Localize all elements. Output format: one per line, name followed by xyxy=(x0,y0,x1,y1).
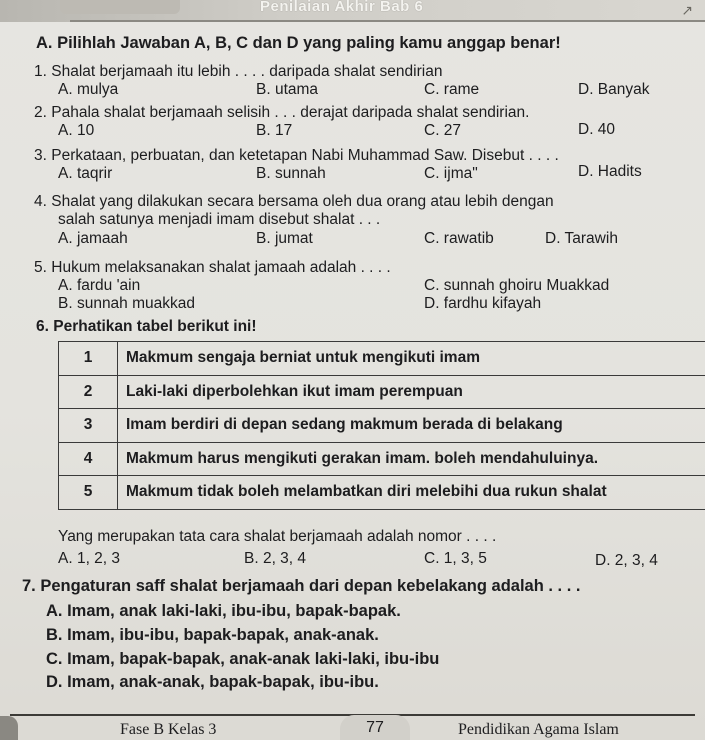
question-2-text: 2. Pahala shalat berjamaah selisih . . . derajat daripada shalat sendirian. xyxy=(34,104,530,121)
q1-option-a[interactable]: A. mulya xyxy=(58,81,119,98)
q5-option-c[interactable]: C. sunnah ghoiru Muakkad xyxy=(424,277,610,294)
q5-option-d[interactable]: D. fardhu kifayah xyxy=(424,295,542,312)
header-ribbon xyxy=(60,0,180,14)
q1-option-b[interactable]: B. utama xyxy=(256,81,319,98)
row-number: 1 xyxy=(59,342,118,376)
row-number: 3 xyxy=(59,409,118,443)
q5-option-a[interactable]: A. fardu 'ain xyxy=(58,277,141,294)
footer-corner-shape xyxy=(0,716,18,740)
rules-table xyxy=(58,341,705,510)
q4-option-d[interactable]: D. Tarawih xyxy=(545,230,618,247)
question-1-text: 1. Shalat berjamaah itu lebih . . . . daripada shalat sendirian xyxy=(34,63,443,80)
table-row xyxy=(59,476,705,510)
question-5-text: 5. Hukum melaksanakan shalat jamaah adalah . . . . xyxy=(34,259,391,276)
row-text: Makmum harus mengikuti gerakan imam. boleh mendahuluinya. xyxy=(118,442,705,476)
row-text: Makmum tidak boleh melambatkan diri melebihi dua rukun shalat xyxy=(118,476,705,510)
q6-option-a[interactable]: A. 1, 2, 3 xyxy=(58,550,121,567)
question-3-text: 3. Perkataan, perbuatan, dan ketetapan Nabi Muhammad Saw. Disebut . . . . xyxy=(34,147,559,164)
chapter-label: Penilaian Akhir Bab 6 xyxy=(260,0,424,15)
q3-option-d[interactable]: D. Hadits xyxy=(578,163,642,180)
q6-option-c[interactable]: C. 1, 3, 5 xyxy=(424,550,487,567)
question-6-followup: Yang merupakan tata cara shalat berjamaah adalah nomor . . . . xyxy=(58,528,497,545)
q7-option-b[interactable]: B. Imam, ibu-ibu, bapak-bapak, anak-anak. xyxy=(46,626,379,644)
row-text: Makmum sengaja berniat untuk mengikuti imam xyxy=(118,342,705,376)
page-footer xyxy=(0,714,705,740)
q6-option-d[interactable]: D. 2, 3, 4 xyxy=(595,552,658,569)
question-6-text: 6. Perhatikan tabel berikut ini! xyxy=(36,318,257,335)
q2-option-a[interactable]: A. 10 xyxy=(58,122,95,139)
question-4-text-line2: salah satunya menjadi imam disebut shalat . . . xyxy=(58,211,381,228)
q3-option-c[interactable]: C. ijma" xyxy=(424,165,478,182)
q4-option-c[interactable]: C. rawatib xyxy=(424,230,494,247)
q1-option-c[interactable]: C. rame xyxy=(424,81,480,98)
row-text: Imam berdiri di depan sedang makmum berada di belakang xyxy=(118,409,705,443)
q5-option-b[interactable]: B. sunnah muakkad xyxy=(58,295,196,312)
row-text: Laki-laki diperbolehkan ikut imam perempuan xyxy=(118,375,705,409)
q2-option-d[interactable]: D. 40 xyxy=(578,121,616,138)
q4-option-b[interactable]: B. jumat xyxy=(256,230,313,247)
table-row xyxy=(59,342,705,376)
q3-option-a[interactable]: A. taqrir xyxy=(58,165,113,182)
q6-option-b[interactable]: B. 2, 3, 4 xyxy=(244,550,307,567)
table-row xyxy=(59,375,705,409)
q3-option-b[interactable]: B. sunnah xyxy=(256,165,326,182)
q1-option-d[interactable]: D. Banyak xyxy=(578,81,650,98)
footer-grade-label: Fase B Kelas 3 xyxy=(120,721,217,738)
table-row xyxy=(59,409,705,443)
question-7-text: 7. Pengaturan saff shalat berjamaah dari depan kebelakang adalah . . . . xyxy=(22,577,581,595)
header-divider xyxy=(70,20,705,22)
row-number: 5 xyxy=(59,476,118,510)
chapter-header-bar xyxy=(0,0,705,22)
q7-option-a[interactable]: A. Imam, anak laki-laki, ibu-ibu, bapak-bapak. xyxy=(46,602,401,620)
footer-subject-label: Pendidikan Agama Islam xyxy=(458,721,619,738)
q2-option-b[interactable]: B. 17 xyxy=(256,122,293,139)
row-number: 4 xyxy=(59,442,118,476)
corner-arrow-icon: ↗ xyxy=(681,2,693,18)
question-4-text: 4. Shalat yang dilakukan secara bersama oleh dua orang atau lebih dengan xyxy=(34,193,554,210)
table-row xyxy=(59,442,705,476)
q2-option-c[interactable]: C. 27 xyxy=(424,122,462,139)
q7-option-d[interactable]: D. Imam, anak-anak, bapak-bapak, ibu-ibu. xyxy=(46,673,379,691)
q7-option-c[interactable]: C. Imam, bapak-bapak, anak-anak laki-laki, ibu-ibu xyxy=(46,650,440,668)
page-number: 77 xyxy=(340,715,410,740)
row-number: 2 xyxy=(59,375,118,409)
q4-option-a[interactable]: A. jamaah xyxy=(58,230,128,247)
section-title: A. Pilihlah Jawaban A, B, C dan D yang paling kamu anggap benar! xyxy=(36,34,561,52)
